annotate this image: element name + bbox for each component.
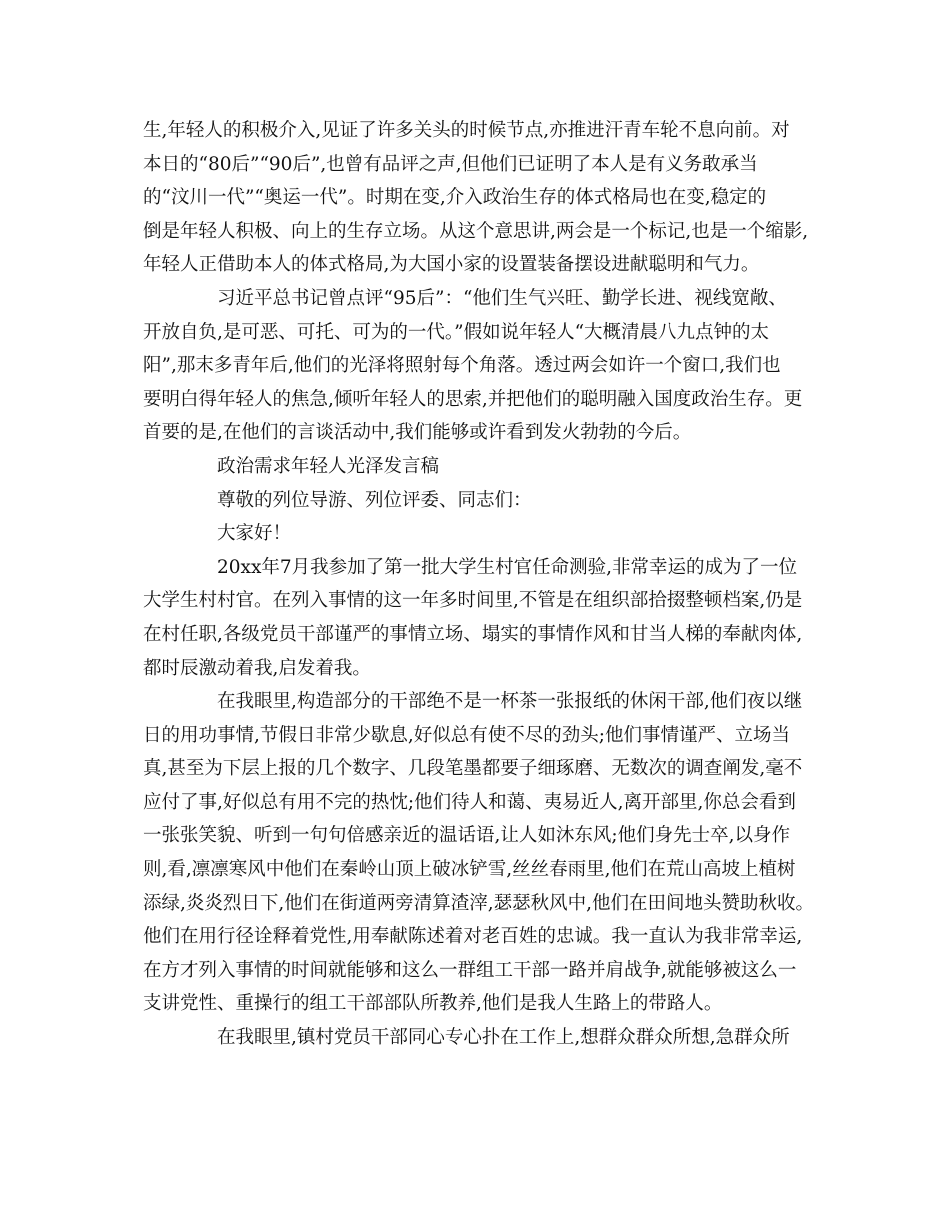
text-line: 他们在用行径诠释着党性,用奉献陈述着对老百姓的忠诚。我一直认为我非常幸运,	[143, 926, 803, 948]
text-line: 一张张笑貌、听到一句句倍感亲近的温话语,让人如沐东风;他们身先士卒,以身作	[143, 825, 790, 847]
text-line: 的“汶川一代”“奥运一代”。时期在变,介入政治生存的体式格局也在变,稳定的	[143, 187, 767, 209]
paragraph-first-line: 在我眼里,构造部分的干部绝不是一杯茶一张报纸的休闲干部,他们夜以继	[217, 691, 803, 713]
text-line: 在村任职,各级党员干部谨严的事情立场、塌实的事情作风和甘当人梯的奉献肉体,	[143, 623, 803, 645]
text-line: 都时辰激动着我,启发着我。	[143, 657, 371, 679]
text-line: 本日的“80后”“90后”,也曾有品评之声,但他们已证明了本人是有义务敢承当	[143, 153, 758, 175]
text-line: 要明白得年轻人的焦急,倾听年轻人的思索,并把他们的聪明融入国度政治生存。更	[143, 388, 803, 410]
paragraph-first-line: 在我眼里,镇村党员干部同心专心扑在工作上,想群众群众所想,急群众所	[217, 1027, 790, 1049]
text-line: 添绿,炎炎烈日下,他们在街道两旁清算渣滓,瑟瑟秋风中,他们在田间地头赞助秋收。	[143, 892, 815, 914]
text-line: 开放自负,是可恶、可托、可为的一代。”假如说年轻人“大概清晨八九点钟的太	[143, 321, 770, 343]
text-line: 则,看,凛凛寒风中他们在秦岭山顶上破冰铲雪,丝丝春雨里,他们在荒山高坡上植树	[143, 859, 796, 881]
text-line: 在方才列入事情的时间就能够和这么一群组工干部一路并肩战争,就能够被这么一	[143, 959, 797, 981]
paragraph-first-line: 尊敬的列位导游、列位评委、同志们：	[217, 489, 532, 511]
text-line: 日的用功事情,节假日非常少歇息,好似总有使不尽的劲头;他们事情谨严、立场当	[143, 724, 790, 746]
text-line: 支讲党性、重操行的组工干部部队所教养,他们是我人生路上的带路人。	[143, 993, 723, 1015]
paragraph-first-line: 政治需求年轻人光泽发言稿	[217, 455, 440, 477]
text-line: 生,年轻人的积极介入,见证了许多关头的时候节点,亦推进汗青车轮不息向前。对	[143, 120, 790, 141]
paragraph-first-line: 习近平总书记曾点评“95后”：“他们生气兴旺、勤学长进、视线宽敞、	[217, 287, 787, 309]
text-line: 倒是年轻人积极、向上的生存立场。从这个意思讲,两会是一个标记,也是一个缩影,	[143, 220, 809, 242]
paragraph-first-line: 20xx年7月我参加了第一批大学生村官任命测验,非常幸运的成为了一位	[217, 556, 798, 578]
text-line: 年轻人正借助本人的体式格局,为大国小家的设置装备摆设进献聪明和气力。	[143, 254, 760, 276]
text-line: 首要的是,在他们的言谈活动中,我们能够或许看到发火勃勃的今后。	[143, 422, 692, 444]
text-line: 真,甚至为下层上报的几个数字、几段笔墨都要子细琢磨、无数次的调查阐发,毫不	[143, 758, 803, 780]
text-line: 阳”,那末多青年后,他们的光泽将照射每个角落。透过两会如许一个窗口,我们也	[143, 355, 781, 377]
document-body	[143, 114, 823, 1055]
text-line: 大学生村村官。在列入事情的这一年多时间里,不管是在组织部拾掇整顿档案,仍是	[143, 590, 803, 612]
text-line: 应付了事,好似总有用不完的热忱;他们待人和蔼、夷易近人,离开部里,你总会看到	[143, 791, 796, 813]
paragraph-first-line: 大家好！	[217, 523, 292, 545]
